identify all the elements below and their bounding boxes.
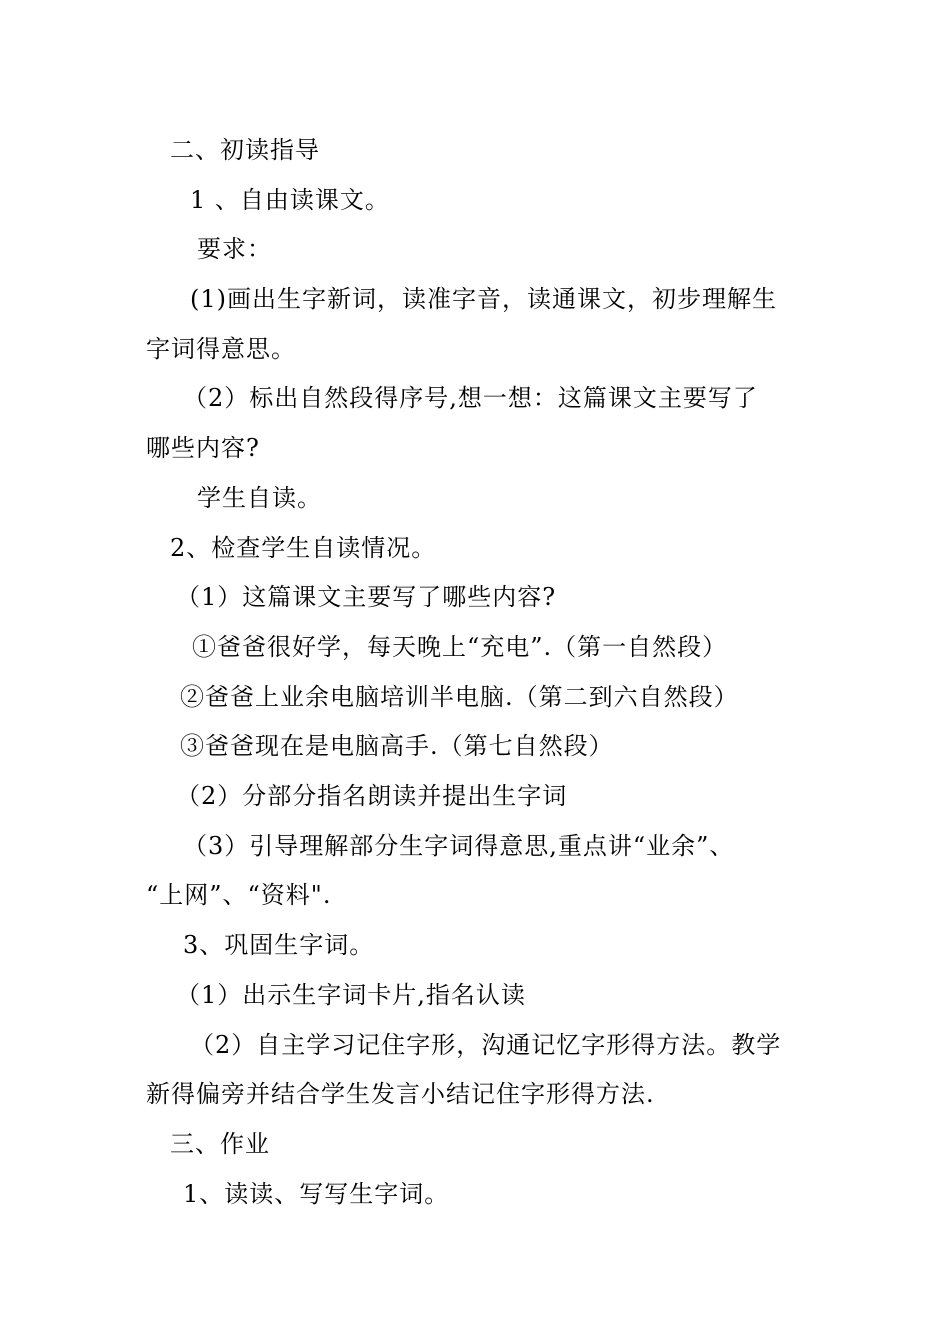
section-heading: 三、作业 — [170, 1130, 270, 1158]
text-line: （1）出示生字词卡片,指名认读 — [176, 981, 526, 1009]
text-line: 新得偏旁并结合学生发言小结记住字形得方法. — [146, 1080, 655, 1108]
text-line: ②爸爸上业余电脑培训半电脑.（第二到六自然段） — [180, 683, 739, 711]
text-line: 哪些内容? — [146, 434, 260, 462]
text-line: (1)画出生字新词，读准字音，读通课文，初步理解生 — [190, 285, 777, 313]
text-line: 要求： — [197, 235, 272, 263]
text-line: ③爸爸现在是电脑高手.（第七自然段） — [180, 732, 614, 760]
list-item: 3、巩固生字词。 — [183, 931, 375, 959]
list-item: 1 、自由读课文。 — [190, 186, 390, 214]
text-line: 学生自读。 — [197, 484, 322, 512]
text-line: 字词得意思。 — [146, 335, 296, 363]
list-item: 1、读读、写写生字词。 — [183, 1180, 450, 1208]
text-line: ①爸爸很好学，每天晚上“充电”.（第一自然段） — [192, 633, 728, 661]
list-item: 2、检查学生自读情况。 — [170, 534, 437, 562]
text-line: （2）自主学习记住字形，沟通记忆字形得方法。教学 — [190, 1031, 782, 1059]
text-line: “上网”、“资料". — [146, 881, 332, 909]
text-line: （2）分部分指名朗读并提出生字词 — [176, 782, 568, 810]
text-line: （2）标出自然段得序号,想一想：这篇课文主要写了 — [183, 384, 758, 412]
text-line: （1）这篇课文主要写了哪些内容? — [176, 583, 557, 611]
text-line: （3）引导理解部分生字词得意思,重点讲“业余”、 — [183, 832, 735, 860]
section-heading: 二、初读指导 — [170, 136, 320, 164]
